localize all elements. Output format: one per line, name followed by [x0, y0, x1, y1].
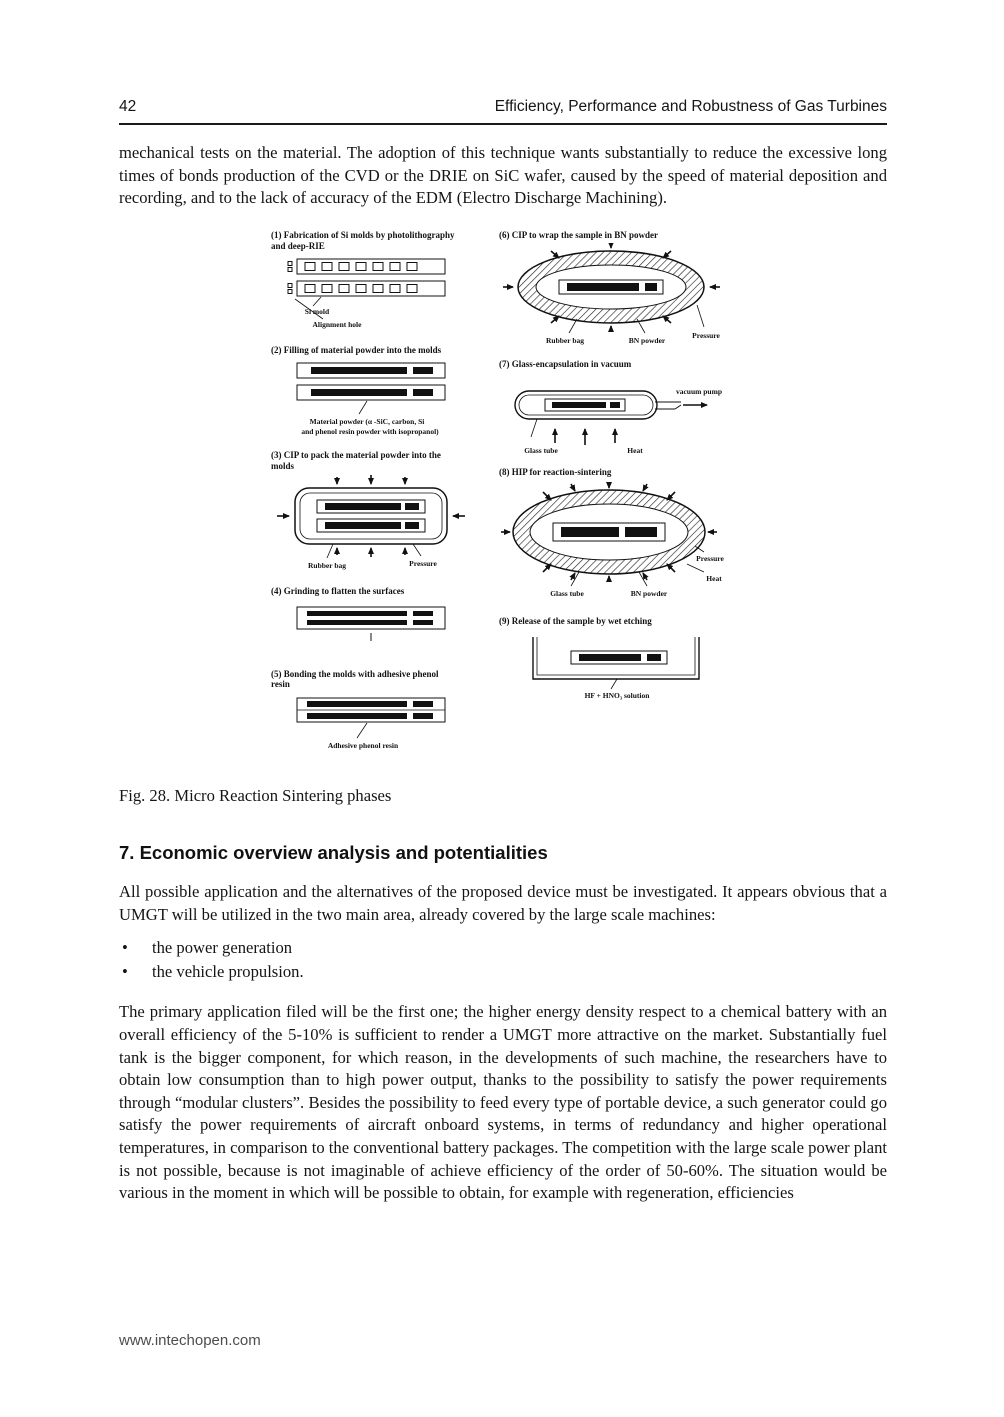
list-item: [119, 936, 887, 960]
figure-step-title: (6) CIP to wrap the sample in BN powder: [499, 229, 658, 240]
figure-step-title: (5) Bonding the molds with adhesive phenol resin: [271, 668, 439, 690]
figure-step-8: [499, 467, 734, 606]
page-footer: [119, 1332, 261, 1349]
figure-step-9: [499, 616, 734, 703]
label-material-powder-line2: and phenol resin powder with isopropanol): [301, 427, 439, 437]
figure-caption: Fig. 28. Micro Reaction Sintering phases: [119, 786, 392, 806]
label-heat: Heat: [706, 574, 722, 584]
figure-step-title: (3) CIP to pack the material powder into the molds: [271, 450, 441, 471]
label-pressure: Pressure: [696, 554, 724, 564]
figure-step-7: [499, 359, 734, 464]
section-lead-paragraph: All possible application and the alternatives of the proposed device must be investigated. It appears obvious that a UMGT will be utilized in the two main area, already covered by the large scale machines:: [119, 882, 887, 924]
section-heading: 7. Economic overview analysis and potentialities: [119, 842, 548, 864]
label-adhesive-phenol-resin: Adhesive phenol resin: [327, 741, 399, 751]
list-item: [119, 960, 887, 984]
section-body-paragraph: The primary application filed will be the first one; the higher energy density respect to a chemical battery with an overall efficiency of the 5-10% is sufficient to render a UMGT more attractive on the market. Substantially fuel tank is the bigger component, for which reason, in the developments of such machine, the researchers have to obtain low consumption than to high power output, thanks to the possibility to satisfy the power requirements through “modular clusters”. Besides the possibility to feed every type of portable device, a such generator could go satisfy the power requirements of aircraft onboard systems, in terms of redundancy and higher operational temperatures, in comparison to the conventional battery packages. The competition with the large scale power plant is not possible, because is not imaginable of achieve efficiency of the order of 50-60%. The situation would be various in the moment in which will be possible to obtain, for example with regeneration, efficiencies: [119, 1002, 887, 1203]
figure-step-2: [271, 345, 471, 442]
step-3-drawing: [271, 474, 471, 582]
step-9-drawing: [499, 629, 734, 703]
bullet-marker: •: [122, 962, 128, 982]
figure-left-column: [271, 230, 471, 770]
figure-step-4: [271, 586, 471, 657]
step-2-drawing: [271, 358, 461, 442]
bullet-text: the power generation: [152, 938, 293, 958]
figure-step-5: [271, 669, 471, 765]
step-4-drawing: [271, 599, 461, 657]
label-alignment-hole: Alignment hole: [312, 320, 362, 330]
page-number: 42: [119, 98, 137, 115]
figure-step-3: [271, 450, 471, 582]
label-vacuum-pump: vacuum pump: [675, 387, 723, 397]
figure-step-title: (1) Fabrication of Si molds by photolithography and deep-RIE: [271, 229, 455, 251]
step-6-drawing: [499, 243, 734, 351]
label-material-powder-line1: Material powder (α -SiC, carbon, Si: [309, 417, 425, 427]
label-rubber-bag: Rubber bag: [546, 335, 584, 345]
label-heat: Heat: [627, 446, 643, 456]
label-glass-tube: Glass tube: [550, 589, 584, 599]
figure-step-title: (7) Glass-encapsulation in vacuum: [499, 358, 632, 369]
bullet-list: [119, 936, 887, 984]
step-7-drawing: [499, 371, 734, 463]
bullet-text: the vehicle propulsion.: [152, 962, 304, 982]
figure-micro-reaction-sintering: [271, 230, 887, 770]
label-pressure: Pressure: [409, 558, 437, 568]
label-glass-tube: Glass tube: [524, 446, 558, 456]
step-1-drawing: [271, 253, 461, 333]
label-rubber-bag: Rubber bag: [308, 560, 346, 570]
figure-step-title: (4) Grinding to flatten the surfaces: [271, 585, 405, 596]
label-hf-hno3-solution: HF + HNO₃ solution: [584, 690, 650, 700]
bullet-marker: •: [122, 938, 128, 958]
figure-step-6: [499, 230, 734, 351]
figure-step-title: (8) HIP for reaction-sintering: [499, 467, 612, 478]
intro-paragraph: mechanical tests on the material. The adoption of this technique wants substantially to reduce the excessive long times of bonds production of the CVD or the DRIE on SiC wafer, caused by the speed of material deposition and recording, and to the lack of accuracy of the EDM (Electro Discharge Machining).: [119, 143, 887, 208]
label-bn-powder: BN powder: [630, 589, 668, 599]
running-head: Efficiency, Performance and Robustness of Gas Turbines: [494, 98, 887, 115]
label-pressure: Pressure: [692, 330, 720, 340]
figure-step-title: (2) Filling of material powder into the molds: [271, 345, 442, 356]
figure-step-title: (9) Release of the sample by wet etching: [499, 616, 652, 627]
figure-right-column: [499, 230, 734, 709]
page-header: [119, 98, 887, 125]
footer-link[interactable]: www.intechopen.com: [119, 1332, 261, 1349]
label-si-mold: Si mold: [304, 307, 330, 317]
label-bn-powder: BN powder: [628, 335, 666, 345]
figure-step-1: [271, 230, 471, 334]
step-5-drawing: [271, 692, 461, 764]
step-8-drawing: [499, 480, 734, 606]
